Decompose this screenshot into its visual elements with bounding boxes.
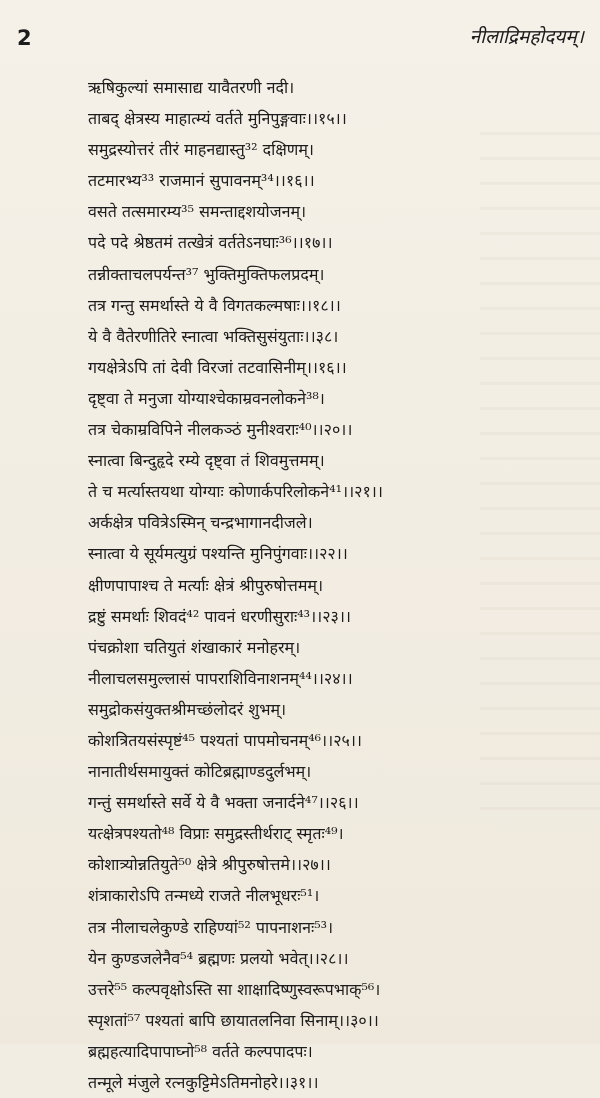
verse-line: तन्मूले मंजुले रत्नकुट्टिमेऽतिमनोहरे।।३१।। — [88, 1073, 319, 1092]
verse-line: ताबद् क्षेत्रस्य माहात्म्यं वर्तते मुनिपुङ्गवाः।।१५।। — [88, 109, 347, 129]
verse-line: नानातीर्थसमायुक्तं कोटिब्रह्माण्डदुर्लभम्। — [88, 762, 312, 782]
verse-line: वसते तत्समारम्य³⁵ समन्ताद्दशयोजनम्। — [88, 202, 307, 222]
verse-line: पदे पदे श्रेष्ठतमं तत्खेत्रं वर्ततेऽनघाः³⁶।।१७।। — [88, 233, 333, 253]
verse-line: तत्र नीलाचलेकुण्डे राहिण्यां⁵² पापनाशनः⁵³। — [88, 917, 334, 937]
verse-list — [88, 72, 588, 1098]
page-number: 2 — [17, 26, 32, 50]
verse-line: अर्कक्षेत्र पवित्रेऽस्मिन् चन्द्रभागानदीजले। — [88, 513, 313, 533]
verse-line: गयक्षेत्रेऽपि तां देवी विरजां तटवासिनीम्।।१६।। — [88, 357, 347, 377]
verse-line: येन कुण्डजलेनैव⁵⁴ ब्रह्मणः प्रलयो भवेत्।।२८।। — [88, 948, 349, 968]
verse-line: क्षीणपापाश्च ते मर्त्याः क्षेत्रं श्रीपुरुषोत्तमम्। — [88, 575, 324, 595]
verse-line: ब्रह्महत्यादिपापाघ्नो⁵⁸ वर्तते कल्पपादपः। — [88, 1041, 313, 1061]
running-title: नीलाद्रिमहोदयम्। — [469, 26, 584, 48]
verse-line: स्नात्वा ये सूर्यमत्युग्रं पश्यन्ति मुनिपुंगवाः।।२२।। — [88, 544, 348, 564]
verse-line: तटमारभ्य³³ राजमानं सुपावनम्³⁴।।१६।। — [88, 171, 315, 191]
verse-line: पंचक्रोशा चतियुतं शंखाकारं मनोहरम्। — [88, 637, 301, 657]
verse-line: गन्तुं समर्थास्ते सर्वे ये वै भक्ता जनार्दने⁴⁷।।२६।। — [88, 793, 359, 813]
verse-line: स्पृशतां⁵⁷ पश्यतां बापि छायातलनिवा सिनाम्।।३०।। — [88, 1010, 379, 1030]
verse-line: यत्क्षेत्रपश्यतो⁴⁸ विप्राः समुद्रस्तीर्थराट् स्मृतः⁴⁹। — [88, 824, 344, 844]
verse-line: तत्र चेकाम्रविपिने नीलकञ्ठं मुनीश्वराः⁴⁰।।२०।। — [88, 420, 353, 440]
verse-line: कोशत्रितयसंस्पृष्टं⁴⁵ पश्यतां पापमोचनम्⁴⁶।।२५।। — [88, 730, 362, 750]
verse-line: ऋषिकुल्यां समासाद्य यावैतरणी नदी। — [88, 78, 295, 97]
verse-line: कोशात्र्योन्नतियुते⁵⁰ क्षेत्रे श्रीपुरुषोत्तमे।।२७।। — [88, 855, 331, 875]
verse-line: शंत्राकारोऽपि तन्मध्ये राजते नीलभूधरः⁵¹। — [88, 886, 320, 906]
verse-line: नीलाचलसमुल्लासं पापराशिविनाशनम्⁴⁴।।२४।। — [88, 668, 353, 688]
verse-line: ते च मर्त्यास्तयथा योग्याः कोणार्कपरिलोकने⁴¹।।२१।। — [88, 482, 383, 502]
verse-line: समुद्रस्योत्तरं तीरं माहनद्यास्तु³² दक्षिणम्। — [88, 140, 314, 160]
verse-line: ये वै वैतेरणीतिरे स्नात्वा भक्तिसुसंयुताः।।३८। — [88, 326, 339, 346]
verse-line: समुद्रोकसंयुक्तश्रीमच्छंलोदरं शुभम्। — [88, 699, 287, 719]
verse-line: तत्र गन्तु समर्थास्ते ये वै विगतकल्मषाः।।१८।। — [88, 295, 341, 315]
verse-line: द्रष्टुं समर्थाः शिवदं⁴² पावनं धरणीसुराः⁴³।।२३।। — [88, 606, 351, 626]
verse-line: तन्नीक्ताचलपर्यन्त³⁷ भुक्तिमुक्तिफलप्रदम्। — [88, 264, 325, 284]
verse-line: उत्तरे⁵⁵ कल्पवृक्षोऽस्ति सा शाक्षादिष्णुस्वरूपभाक्⁵⁶। — [88, 979, 381, 999]
verse-line: दृष्ट्वा ते मनुजा योग्याश्चेकाम्रवनलोकने³⁸। — [88, 388, 325, 408]
verse-line: स्नात्वा बिन्दुहृदे रम्ये दृष्ट्वा तं शिवमुत्तमम्। — [88, 451, 325, 471]
